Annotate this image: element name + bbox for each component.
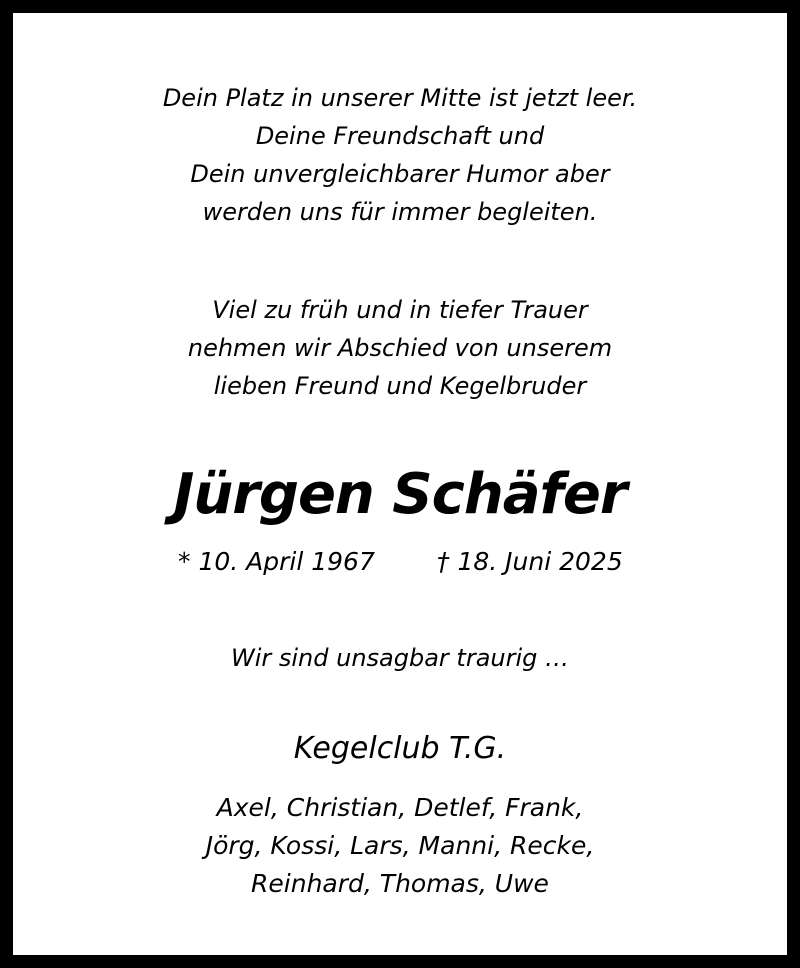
quote-line-3: Dein unvergleichbarer Humor aber [190,160,610,188]
deceased-name: Jürgen Schäfer [173,462,627,527]
closing-text: Wir sind unsagbar traurig … [230,644,570,672]
intro-line-2: nehmen wir Abschied von unserem [187,334,613,362]
member-line-3: Reinhard, Thomas, Uwe [251,869,549,898]
member-line-1: Axel, Christian, Detlef, Frank, [216,793,584,822]
quote-line-4: werden uns für immer begleiten. [202,198,598,226]
intro-line-1: Viel zu früh und in tiefer Trauer [212,296,588,324]
member-line-2: Jörg, Kossi, Lars, Manni, Recke, [205,831,595,860]
birth-date: * 10. April 1967 [178,547,375,576]
quote-line-2: Deine Freundschaft und [255,122,545,150]
intro-line-3: lieben Freund und Kegelbruder [213,372,587,400]
quote-line-1: Dein Platz in unserer Mitte ist jetzt leer. [162,84,638,112]
club-name: Kegelclub T.G. [293,731,507,766]
death-date: † 18. Juni 2025 [437,547,623,576]
obituary-notice [13,13,787,955]
